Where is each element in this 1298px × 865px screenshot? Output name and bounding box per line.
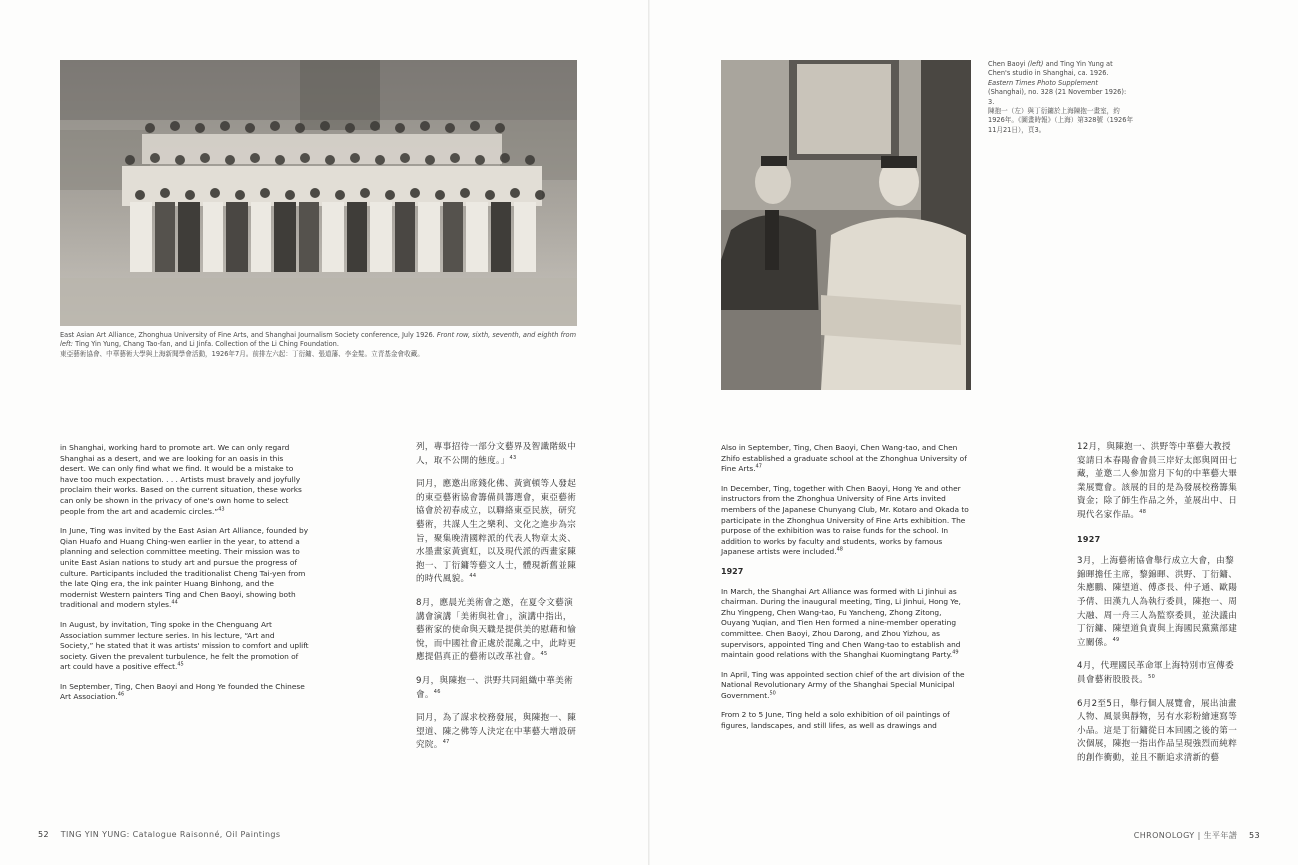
paragraph: 12月，與陳抱一、洪野等中華藝大教授宴請日本春陽會會員三岸好太郎與岡田七藏，並邀二人參加當月下旬的中華藝大畢業展覽會。該展的目的是為發展校務籌集資金；除了師生作品之外，並展出中、日現代名家作品。$^{48}$ (1077, 442, 1238, 520)
paragraph: In September, Ting, Chen Baoyi and Hong Ye founded the Chinese Art Association.$^{46}$ (60, 681, 305, 702)
year-heading: 1927 (1077, 534, 1101, 544)
page-number: 52 (38, 830, 49, 839)
paragraph: 9月，與陳抱一、洪野共同組織中華美術會。$^{46}$ (416, 675, 573, 700)
paragraph: Also in September, Ting, Chen Baoyi, Chen Wang-tao, and Chen Zhifo established a graduate school at the Zhonghua University of Fine Arts.$^{47}$ (721, 443, 967, 474)
year-heading: 1927 (721, 566, 744, 576)
paragraph: In August, by invitation, Ting spoke in the Chenguang Art Association summer lecture series. In his lecture, “Art and Society,” he stated that it was artists' mission to comfort and uplift society. Given the prevalent turbulence, he felt the promotion of art could have a positive effect.$^{45}$ (60, 619, 309, 672)
right-chinese-column (1077, 441, 1239, 775)
right-footer (1134, 830, 1260, 841)
page-number: 53 (1249, 831, 1260, 840)
caption-text: Chen Baoyi (988, 60, 1026, 68)
section-title: CHRONOLOGY (1133, 831, 1195, 840)
group-photo-caption (60, 331, 580, 359)
caption-text: and Ting Yin Yung at Chen's studio in Shanghai, ca. 1926. (988, 60, 1113, 78)
paragraph: 3月，上海藝術協會舉行成立大會，由黎錦暉擔任主席，黎錦暉、洪野、丁衍鏞、朱應鵬、陳望道、傅彥長、仲子通、歐陽予倩、田漢九人為執行委員，陳抱一、周大融、周一舟三人為監察委員，並決議由丁衍鏞、陳望道負責與上海國民黨黨部建立關係。$^{49}$ (1077, 556, 1238, 648)
section-title-chinese: 生平年譜 (1203, 831, 1238, 840)
running-title: TING YIN YUNG: Catalogue Raisonné, Oil Paintings (60, 830, 281, 839)
paragraph: in Shanghai, working hard to promote art. We can only regard Shanghai as a desert, and we are looking for an oasis in this desert. We can only find what we find. It would be a mistake to have too much expectation. . . . Artists must bravely and joyfully proclaim their works. Based on the current situation, these works can only be shown in the privacy of one's own home to select people from the art and academic circles.”$^{43}$ (60, 443, 302, 516)
footer-separator: | (1197, 831, 1201, 840)
caption-italic: (left) (1027, 60, 1044, 68)
paragraph: In April, Ting was appointed section chief of the art division of the National Revolutionary Army of the Shanghai Special Municipal Government.$^{50}$ (721, 669, 965, 700)
caption-text: East Asian Art Alliance, Zhonghua University of Fine Arts, and Shanghai Journalism Society conference, July 1926. (60, 331, 435, 339)
caption-text: Ting Yin Yung, Chang Tao-fan, and Li Jinfa. Collection of the Li Ching Foundation. (75, 340, 339, 349)
portrait-photo (721, 60, 971, 390)
caption-chinese: 陳抱一（左）與丁衍鏞於上海陳抱一畫室，約1926年。《圖畫時報》（上海）第328號（1926年11月21日），頁3。 (988, 107, 1134, 134)
page-gutter (648, 0, 650, 865)
group-photo (60, 60, 577, 326)
paragraph: 6月2至5日，舉行個人展覽會，展出油畫人物、風景與靜物，另有水彩粉繪速寫等小品。這是丁衍鏞從日本回國之後的第一次個展，陳抱一指出作品呈現強烈而純粹的創作衝動，並且不斷追求清新的藝 (1077, 698, 1238, 763)
caption-italic: Front row, sixth, seventh, and eighth from left: (60, 331, 577, 349)
paragraph: 同月，應邀出席錢化佛、黃賓頓等人發起的東亞藝術協會籌備員籌選會，東亞藝術協會於初春成立，以聯絡東亞民族，研究藝術，共謀人生之樂利、文化之進步為宗旨，聚集晚清國粹派的代表人物章太炎、水墨畫家黃賓虹，以及現代派的西畫家陳抱一、丁衍鏞等藝文人士，體現新舊並陳的時代風貌。$^{44}$ (416, 479, 577, 585)
paragraph: From 2 to 5 June, Ting held a solo exhibition of oil paintings of figures, landscapes, and still lifes, as well as drawings and (721, 710, 950, 731)
left-english-column (60, 443, 310, 712)
paragraph: 同月，為了謀求校務發展，與陳抱一、陳望道、陳之佛等人決定在中華藝大增設研究院。$^{47}$ (416, 713, 577, 751)
paragraph: In March, the Shanghai Art Alliance was formed with Li Jinhui as chairman. During the inaugural meeting, Ting, Li Jinhui, Hong Ye, Zhu Yingpeng, Chen Wang-tao, Fu Yancheng, Zhong Zitong, Ouyang Yuqian, and Tien Hen formed a nine-member operating committee. Chen Baoyi, Zhou Darong, and Zhou Yizhou, as supervisors, appointed Ting and Chen Wang-tao to establish and maintain good relations with the Shanghai Kuomingtang Party.$^{49}$ (721, 586, 961, 660)
caption-source: (Shanghai), no. 328 (21 November 1926): 3. (988, 88, 1127, 106)
left-footer (38, 830, 280, 839)
paragraph: In December, Ting, together with Chen Baoyi, Hong Ye and other instructors from the Zhonghua University of Fine Arts invited members of the Japanese Chunyang Club, Mr. Kotaro and Okada to participate in the Zhonghua University of Fine Arts exhibition. The purpose of the exhibition was to raise funds for the school. In addition to works by faculty and students, works by famous Japanese artists were included.$^{48}$ (721, 483, 969, 557)
paragraph: In June, Ting was invited by the East Asian Art Alliance, founded by Qian Huafo and Huang Ching-wen earlier in the year, to attend a planning and selection committee meeting. Their mission was to unite East Asian nations to study art and pursue the progress of culture. Participants included the traditionalist Cheng Tai-yen from the late Qing era, the ink painter Huang Binhong, and the modernist Western painters Ting and Chen Baoyi, showing both traditional and modern styles.$^{44}$ (60, 526, 309, 610)
left-chinese-column (416, 441, 578, 763)
right-english-column (721, 443, 971, 741)
caption-chinese: 東亞藝術協會、中華藝術大學與上海新聞學會活動，1926年7月。前排左六起：丁衍鏞、張道藩、李金髮。立青基金會收藏。 (60, 349, 424, 358)
portrait-caption (988, 60, 1134, 135)
paragraph: 列，專事招待一部分文藝界及智識階級中人，取不公開的態度。」$^{43}$ (416, 442, 577, 466)
paragraph: 4月，代理國民革命軍上海特別市宣傳委員會藝術股股長。$^{50}$ (1077, 661, 1234, 685)
caption-source-title: Eastern Times Photo Supplement (988, 78, 1098, 87)
paragraph: 8月，應晨光美術會之邀，在夏令文藝演講會演講「美術與社會」，演講中指出，藝術家的使命與天職是提供美的慰藉和愉悅，而中國社會正處於混亂之中，此時更應提倡真正的藝術以改革社會。$^{45}$ (416, 597, 577, 663)
